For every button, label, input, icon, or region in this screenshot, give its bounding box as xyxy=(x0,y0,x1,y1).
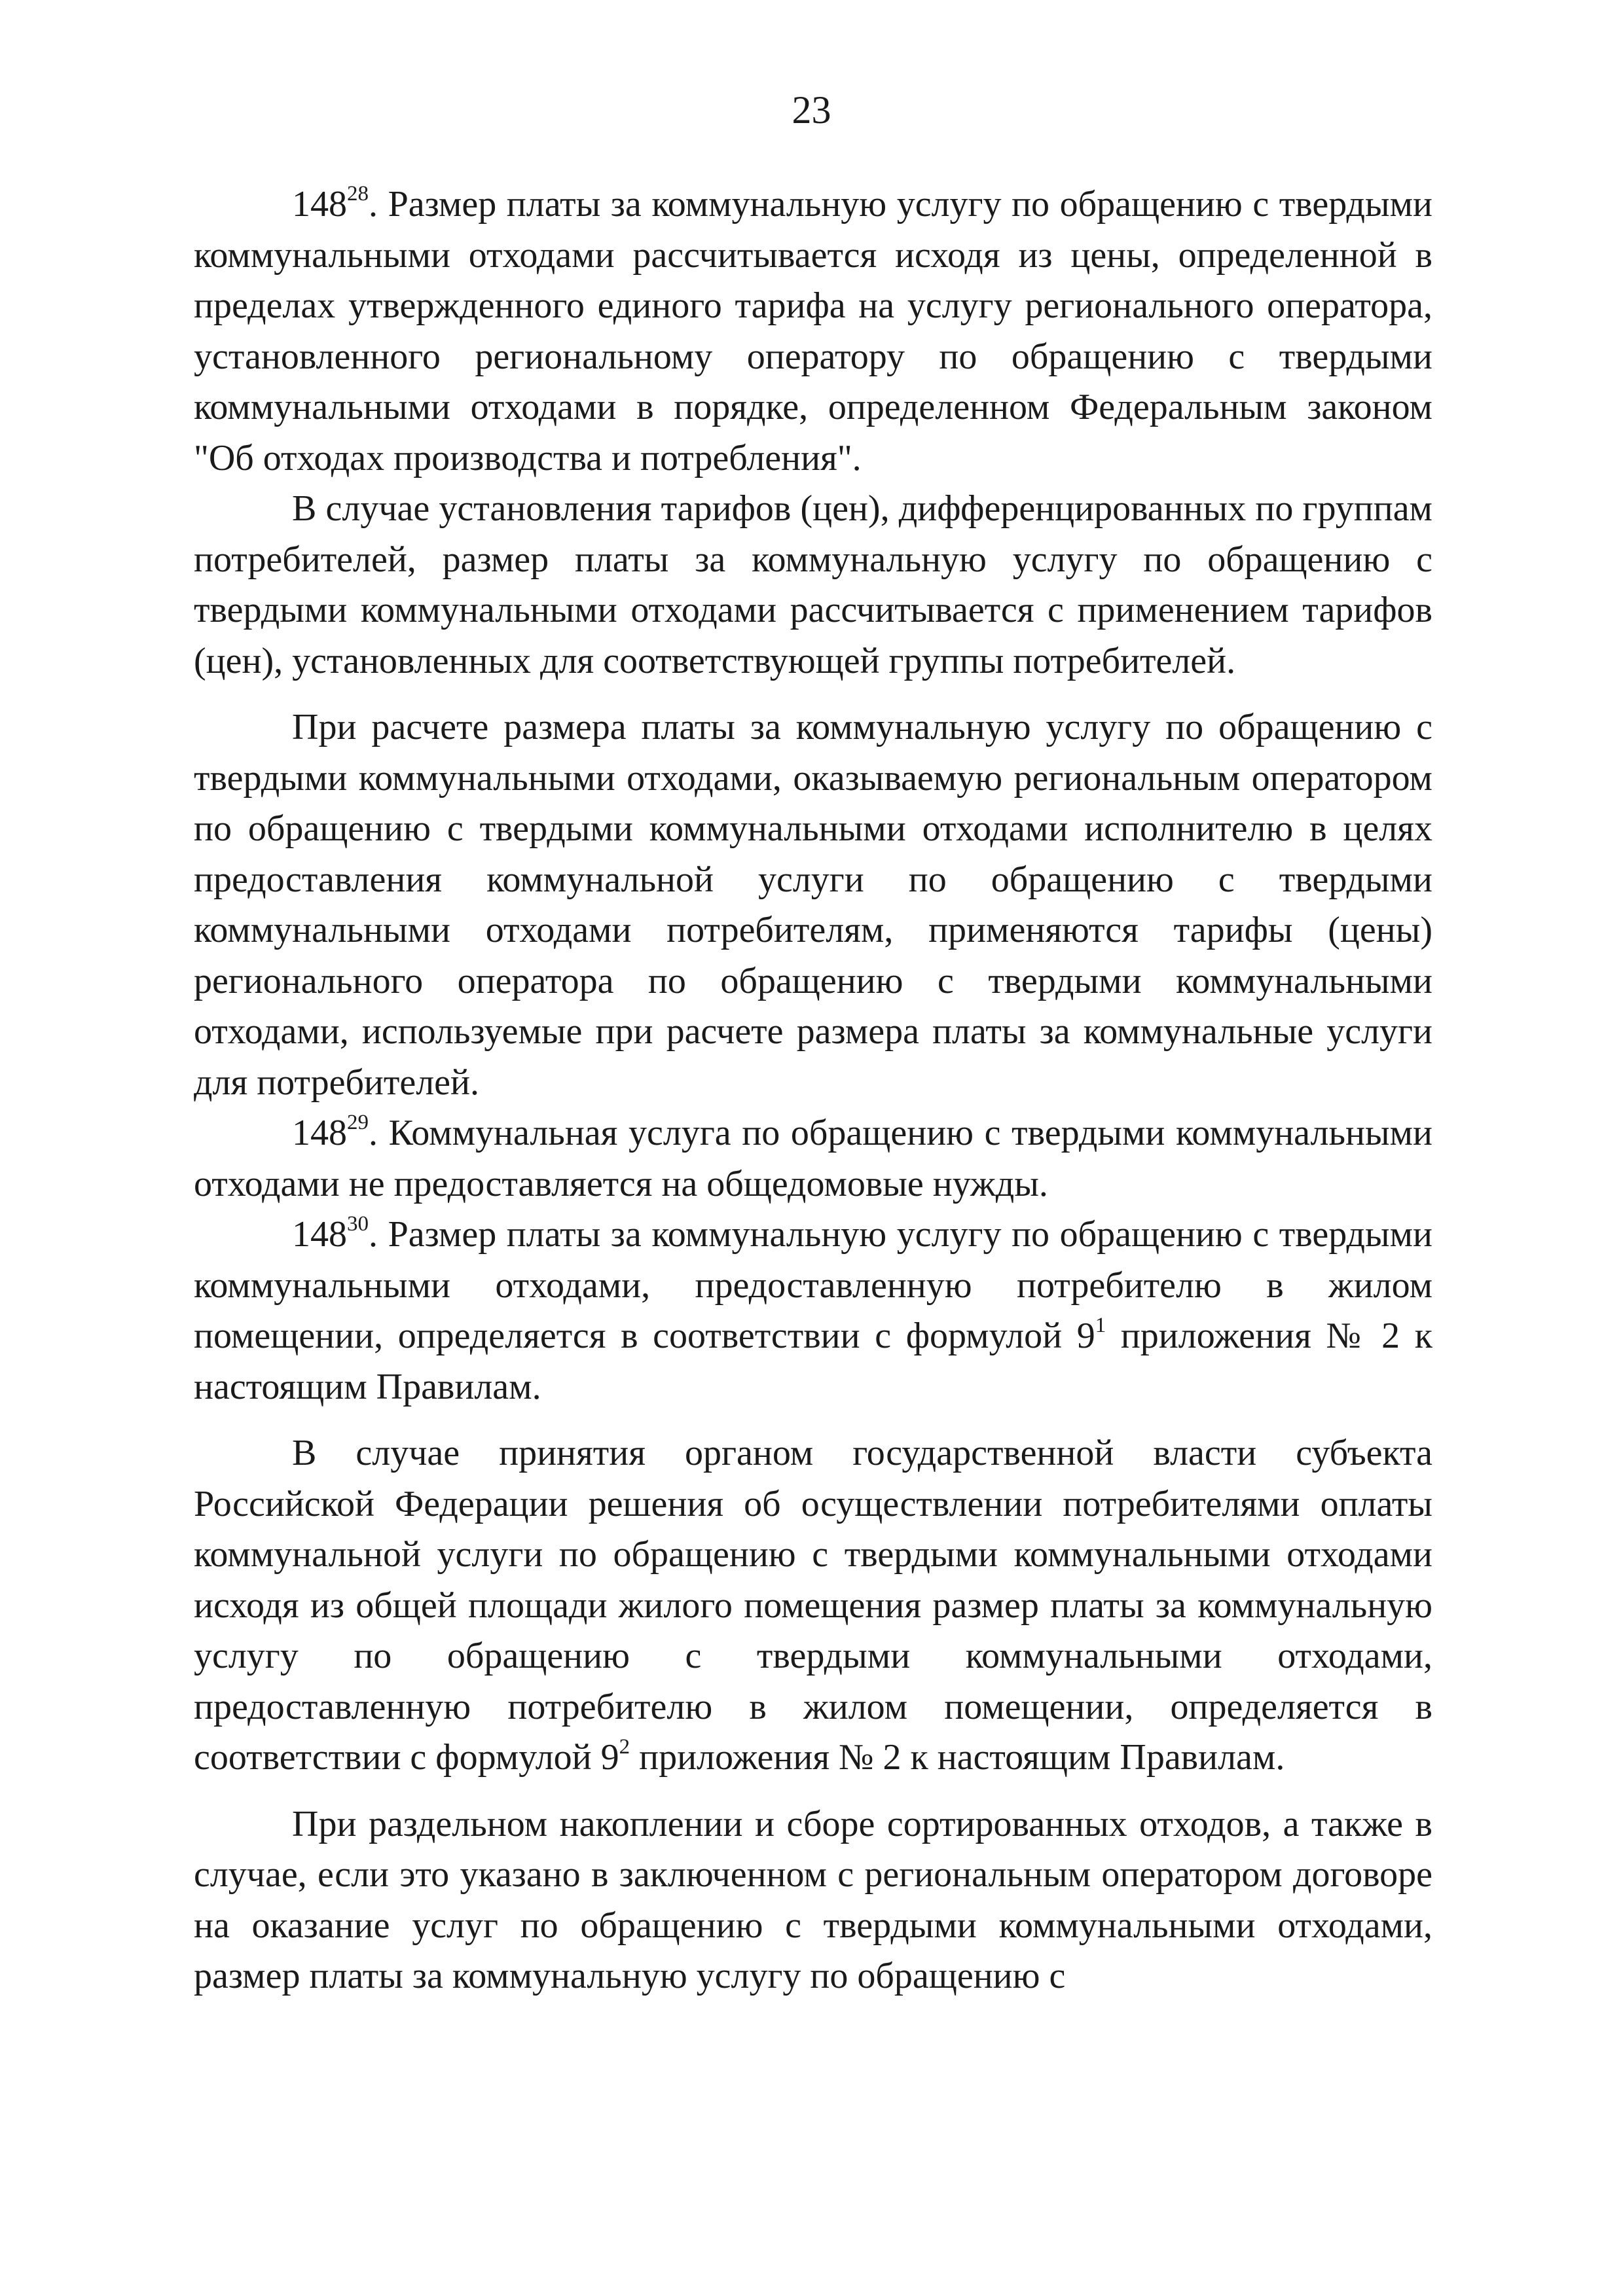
paragraph-text: . Размер платы за коммунальную услугу по обращению с твердыми коммунальными отходами рассчитывается исходя из цены, определенной в пределах утвержденного единого тарифа на услугу регионального оператора, установленного региональному оператору по обращению с твердыми коммунальными отходами в порядке, определенном Федеральным законом "Об отходах производства и потребления". xyxy=(194,184,1432,478)
formula-superscript: 2 xyxy=(619,1735,630,1759)
paragraph-tail: приложения № 2 к настоящим Правилам. xyxy=(630,1737,1285,1778)
paragraph-148-28 xyxy=(194,179,1432,484)
paragraph-operator-tariffs: При расчете размера платы за коммунальную услугу по обращению с твердыми коммунальными отходами, оказываемую региональным оператором по обращению с твердыми коммунальными отходами исполнителю в целях предоставления коммунальной услуги по обращению с твердыми коммунальными отходами потребителям, применяются тарифы (цены) регионального оператора по обращению с твердыми коммунальными отходами, используемые при расчете размера платы за коммунальные услуги для потребителей. xyxy=(194,707,1432,1103)
paragraph-text: . Размер платы за коммунальную услугу по обращению с твердыми коммунальными отходами, предоставленную потребителю в жилом помещении, определяется в соответствии с формулой 9 xyxy=(194,1214,1432,1356)
clause-superscript: 30 xyxy=(347,1212,369,1236)
paragraph-differentiated-tariffs: В случае установления тарифов (цен), дифференцированных по группам потребителей, размер платы за коммунальную услугу по обращению с твердыми коммунальными отходами рассчитывается с применением тарифов (цен), установленных для соответствующей группы потребителей. xyxy=(194,488,1432,681)
paragraph-text: . Коммунальная услуга по обращению с твердыми коммунальными отходами не предоставляется на общедомовые нужды. xyxy=(194,1113,1432,1204)
page-number: 23 xyxy=(792,88,831,132)
document-body xyxy=(194,179,1432,2002)
clause-number: 148 xyxy=(292,1214,347,1255)
paragraph-tail: приложения № 2 к настоящим Правилам. xyxy=(194,1316,1432,1407)
formula-superscript: 1 xyxy=(1095,1314,1106,1337)
paragraph-148-30 xyxy=(194,1210,1432,1412)
clause-number: 148 xyxy=(292,1113,347,1153)
paragraph-area-based-payment xyxy=(194,1428,1432,1784)
paragraph-text: В случае принятия органом государственной власти субъекта Российской Федерации решения об осуществлении потребителями оплаты коммунальной услуги по обращению с твердыми коммунальными отходами исходя из общей площади жилого помещения размер платы за коммунальную услугу по обращению с твердыми коммунальными отходами, предоставленную потребителю в жилом помещении, определяется в соответствии с формулой 9 xyxy=(194,1433,1432,1778)
paragraph-148-29 xyxy=(194,1108,1432,1210)
clause-number: 148 xyxy=(292,184,347,224)
clause-superscript: 28 xyxy=(347,182,369,206)
clause-superscript: 29 xyxy=(347,1111,369,1134)
paragraph-separate-collection: При раздельном накоплении и сборе сортированных отходов, а также в случае, если это указано в заключенном с региональным оператором договоре на оказание услуг по обращению с твердыми коммунальными отходами, размер платы за коммунальную услугу по обращению с xyxy=(194,1803,1432,1996)
